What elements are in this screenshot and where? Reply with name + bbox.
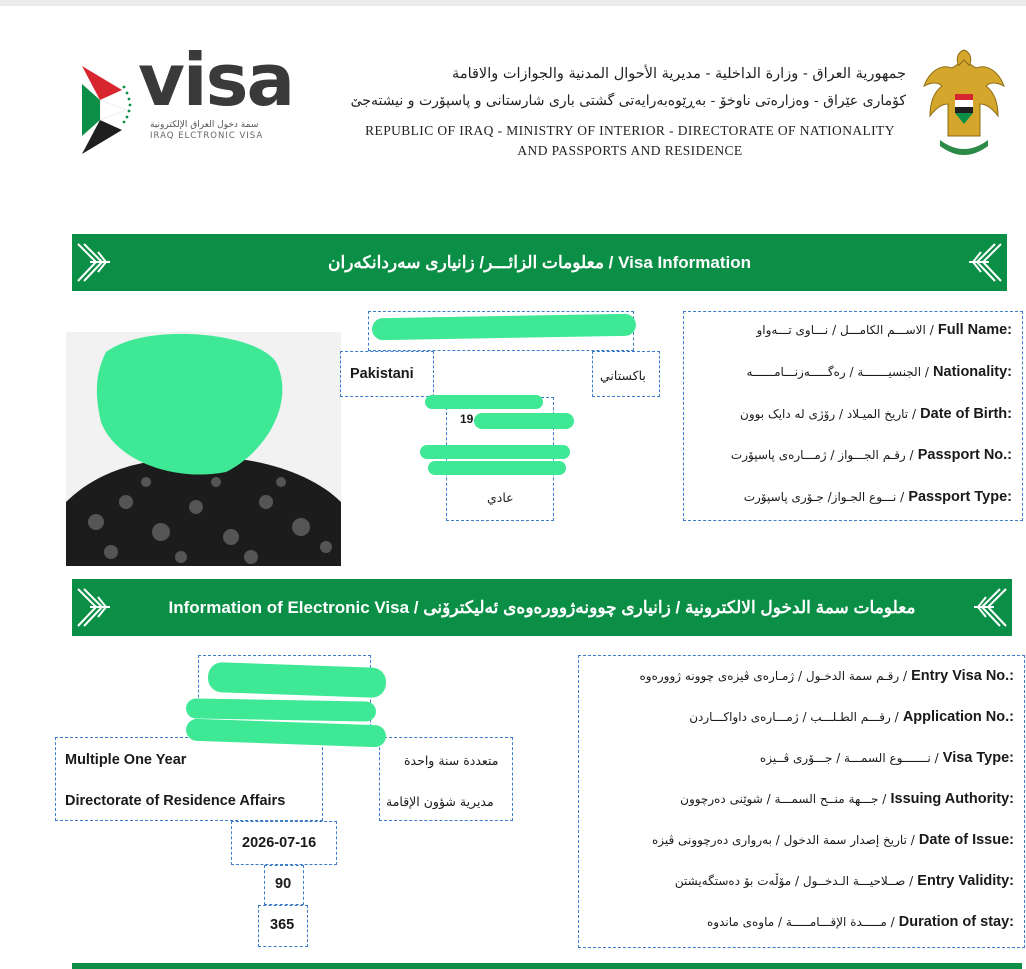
visa-type-label-ar: نـــــــوع السمـــة / جـــۆری ڤــیزە / — [759, 751, 939, 765]
entry-validity-label-ar: صــلاحيـــة الـدخــول / مۆڵەت بۆ دەستگەیشتن / — [674, 874, 914, 888]
duration-of-stay-value: 365 — [270, 917, 295, 933]
passport-type-label — [687, 489, 1012, 505]
entry-visa-no-label-en: Entry Visa No.: — [911, 668, 1014, 684]
dob-redaction-2 — [474, 413, 574, 429]
issuing-authority-value-en: Directorate of Residence Affairs — [65, 793, 286, 809]
date-of-issue-value: 2026-07-16 — [242, 835, 317, 851]
application-no-label-ar: رقـــم الطـلـــب / ژمـــارەی داواكـــاردن / — [689, 710, 899, 724]
visa-info-labels-box — [683, 311, 1023, 521]
passport-no-label — [687, 447, 1012, 463]
passport-type-label-en: Passport Type: — [908, 489, 1012, 505]
logo-wordmark: visa — [138, 38, 294, 122]
logo-arabic-caption: سمة دخول العراق الإلكترونية — [150, 120, 259, 130]
dob-value-partial: 19 — [460, 412, 474, 426]
top-strip — [0, 0, 1026, 6]
entry-validity-label-en: Entry Validity: — [917, 873, 1014, 889]
issuing-authority-label — [579, 791, 1014, 807]
passport-no-redaction-2 — [428, 461, 566, 475]
entry-visa-no-redaction — [208, 662, 387, 698]
application-no-label — [579, 709, 1014, 725]
full-name-label-ar: الاســـم الكامـــل / نـــاوی تـــەواو / — [756, 323, 934, 337]
logo-english-caption: IRAQ ELCTRONIC VISA — [150, 131, 264, 141]
nationality-value-ar: باكستاني — [600, 368, 646, 383]
visa-information-bar — [72, 234, 1007, 291]
date-of-issue-label-en: Date of Issue: — [918, 832, 1014, 848]
issuing-authority-label-ar: جـــهة منــح السمـــة / شوێنی دەرچوون / — [680, 792, 887, 806]
full-name-label — [687, 322, 1012, 338]
applicant-photo-image — [66, 332, 341, 566]
date-of-birth-label — [687, 406, 1012, 422]
header-english-line-2: AND PASSPORTS AND RESIDENCE — [517, 143, 743, 158]
visa-type-value-en: Multiple One Year — [65, 752, 187, 768]
entry-validity-label — [579, 873, 1014, 889]
electronic-visa-bar — [72, 579, 1012, 636]
dob-redaction-1 — [425, 395, 543, 409]
duration-of-stay-label — [579, 914, 1014, 930]
nationality-label-en: Nationality: — [933, 364, 1012, 380]
bottom-bar — [72, 963, 1022, 969]
date-of-issue-label-ar: تاريخ إصدار سمة الدخول / بەرواری دەرچوونی ڤیزە / — [651, 833, 915, 847]
header-arabic-line: جمهورية العراق - وزارة الداخلية - مديرية الأحوال المدنية والجوازات والاقامة — [452, 66, 906, 82]
date-of-birth-label-ar: تاريخ الميـلاد / رۆژی لە دایک بوون / — [740, 407, 917, 421]
application-no-label-en: Application No.: — [902, 709, 1014, 725]
issuing-authority-label-en: Issuing Authority: — [890, 791, 1014, 807]
passport-type-value-ar: عادي — [487, 490, 514, 505]
nationality-label-ar: الجنسيـــــــة / رەگـــــەزنـــامــــــە / — [746, 365, 929, 379]
logo-dots-icon — [120, 84, 134, 124]
ornament-icon — [967, 242, 1003, 283]
application-no-redaction-1 — [186, 698, 376, 721]
duration-of-stay-label-ar: مـــــدة الإقـــامـــــة / ماوەی ماندوە / — [706, 915, 895, 929]
visa-information-title: معلومات الزائـــر/ زانیاری سەردانکەران / Visa Information — [327, 253, 752, 272]
visa-type-label-en: Visa Type: — [942, 750, 1014, 766]
nationality-label — [687, 364, 1012, 380]
electronic-visa-labels-box — [578, 655, 1025, 948]
passport-no-redaction-1 — [420, 445, 570, 459]
applicant-photo — [66, 332, 341, 566]
iraq-eagle-emblem-icon — [922, 46, 1006, 164]
entry-visa-no-label-ar: رقـم سمة الدخـول / ژمـارەی ڤیزەی چوونە ژوورەوە / — [639, 669, 907, 683]
ornament-icon — [76, 242, 112, 283]
visa-type-label — [579, 750, 1014, 766]
passport-no-label-en: Passport No.: — [917, 447, 1012, 463]
visa-type-value-ar: متعددة سنة واحدة — [404, 753, 499, 768]
ornament-icon — [972, 587, 1008, 628]
passport-no-label-ar: رقـم الجـــواز / ژمـــارەی پاسپۆرت / — [730, 448, 914, 462]
entry-visa-no-label — [579, 668, 1014, 684]
full-name-label-en: Full Name: — [937, 322, 1012, 338]
ornament-icon — [76, 587, 112, 628]
issuing-authority-value-ar: مديرية شؤون الإقامة — [386, 794, 494, 809]
duration-of-stay-label-en: Duration of stay: — [898, 914, 1014, 930]
full-name-redaction — [372, 314, 636, 341]
header-kurdish-line: كۆماری عێراق - وەزارەتی ناوخۆ - بەڕێوەبەرایەتی گشتی باری شارستانی و پاسپۆرت و نیشتەجێ — [350, 93, 906, 109]
passport-type-label-ar: نـــوع الجـواز/ جـۆری پاسپۆرت / — [743, 490, 905, 504]
nationality-value-en: Pakistani — [350, 366, 414, 382]
electronic-visa-title: Information of Electronic Visa / معلومات سمة الدخول الالكترونية / زانیاری چوونەژوورەوەی ئەلیکترۆنی — [168, 598, 916, 617]
header-english-line-1: REPUBLIC OF IRAQ - MINISTRY OF INTERIOR - DIRECTORATE OF NATIONALITY — [365, 123, 895, 138]
entry-validity-value: 90 — [275, 876, 292, 892]
date-of-issue-label — [579, 832, 1014, 848]
date-of-birth-label-en: Date of Birth: — [920, 406, 1012, 422]
